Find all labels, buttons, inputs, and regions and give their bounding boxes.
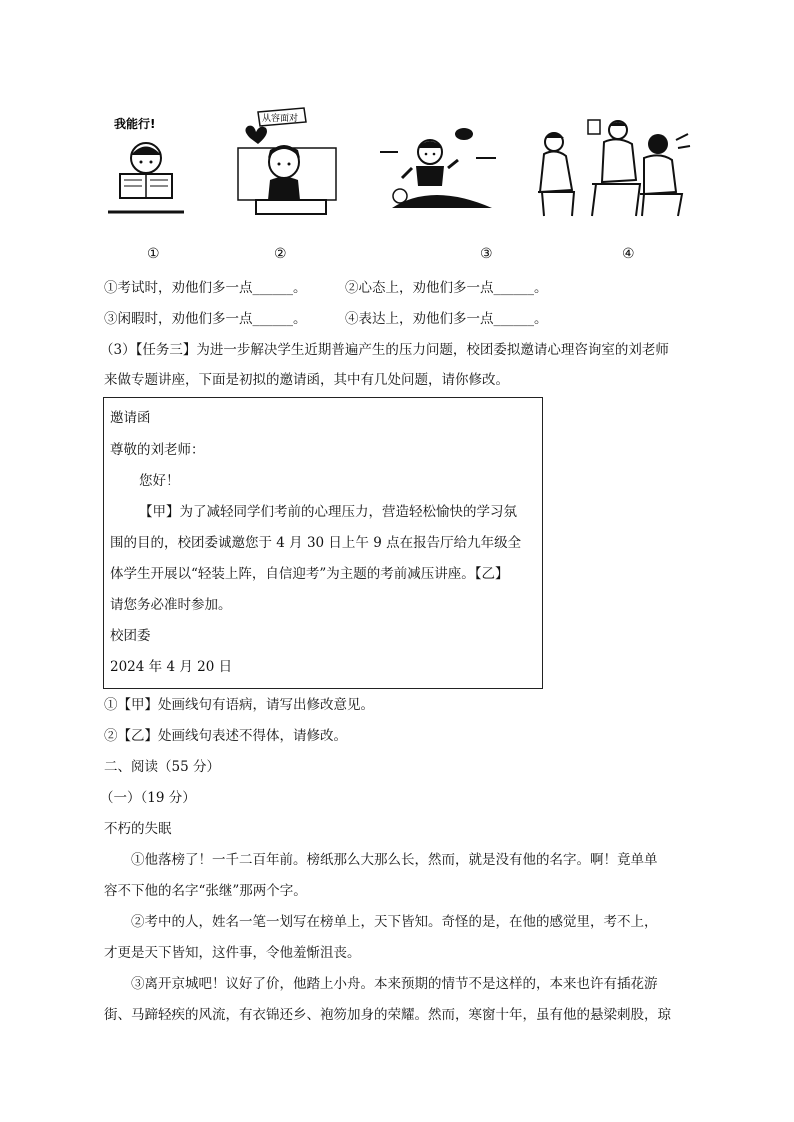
subquestion-a: ①【甲】处画线句有语病，请写出修改意见。: [104, 697, 374, 713]
letter-body-2: 围的目的，校团委诚邀您于 4 月 30 日上午 9 点在报告厅给九年级全: [110, 535, 522, 551]
letter-salutation: 尊敬的刘老师：: [110, 442, 205, 458]
illustration-row: [100, 100, 700, 230]
pic2-caption: 从容面对: [262, 114, 299, 124]
figure-number-2: ②: [274, 246, 287, 262]
pic1-caption: 我能行!: [114, 117, 156, 131]
figure-number-1: ①: [147, 246, 160, 262]
task3-line-2: 来做专题讲座，下面是初拟的邀请函，其中有几处问题，请你修改。: [104, 372, 509, 388]
letter-date: 2024 年 4 月 20 日: [110, 659, 233, 675]
family-talking-image: [532, 100, 692, 225]
section-heading: 二、阅读（55 分）: [104, 759, 220, 775]
boy-playing-ball-image: [372, 100, 502, 215]
letter-body-3: 体学生开展以“轻装上阵，自信迎考”为主题的考前减压讲座。【乙】: [110, 566, 509, 582]
letter-body-4: 请您务必准时参加。: [110, 597, 232, 613]
paragraph-2-line-1: ②考中的人，姓名一笔一划写在榜单上，天下皆知。奇怪的是，在他的感觉里，考不上，: [131, 914, 658, 930]
letter-body-1: 【甲】为了减轻同学们考前的心理压力，营造轻松愉快的学习氛: [139, 504, 517, 520]
question-line-d: ④表达上，劝他们多一点______。: [345, 311, 548, 327]
student-reading-image: [106, 100, 186, 215]
paragraph-3-line-1: ③离开京城吧！议好了价，他踏上小舟。本来预期的情节不是这样的，本来也许有插花游: [131, 976, 658, 992]
question-line-b: ②心态上，劝他们多一点______。: [345, 280, 548, 296]
subquestion-b: ②【乙】处画线句表述不得体，请修改。: [104, 728, 347, 744]
question-line-a: ①考试时，劝他们多一点______。: [104, 280, 307, 296]
figure-number-3: ③: [480, 246, 493, 262]
calm-student-image: [232, 100, 342, 225]
letter-greeting: 您好！: [139, 473, 180, 489]
letter-title: 邀请函: [110, 410, 151, 426]
article-title: 不朽的失眠: [104, 821, 172, 837]
paragraph-1-line-1: ①他落榜了！一千二百年前。榜纸那么大那么长，然而，就是没有他的名字。啊！竟单单: [131, 852, 658, 868]
paragraph-3-line-2: 街、马蹄轻疾的风流，有衣锦还乡、袍笏加身的荣耀。然而，寒窗十年，虽有他的悬梁刺股，琼: [104, 1007, 671, 1023]
task3-line-1: （3）【任务三】为进一步解决学生近期普遍产生的压力问题，校团委拟邀请心理咨询室的刘老师: [100, 342, 669, 358]
paragraph-2-line-2: 才更是天下皆知，这件事，令他羞惭沮丧。: [104, 945, 361, 961]
part-heading: （一）（19 分）: [100, 790, 196, 806]
figure-number-4: ④: [622, 246, 635, 262]
letter-sender: 校团委: [110, 628, 151, 644]
invitation-letter-box: [103, 397, 543, 689]
question-line-c: ③闲暇时，劝他们多一点______。: [104, 311, 307, 327]
paragraph-1-line-2: 容不下他的名字“张继”那两个字。: [104, 883, 307, 899]
